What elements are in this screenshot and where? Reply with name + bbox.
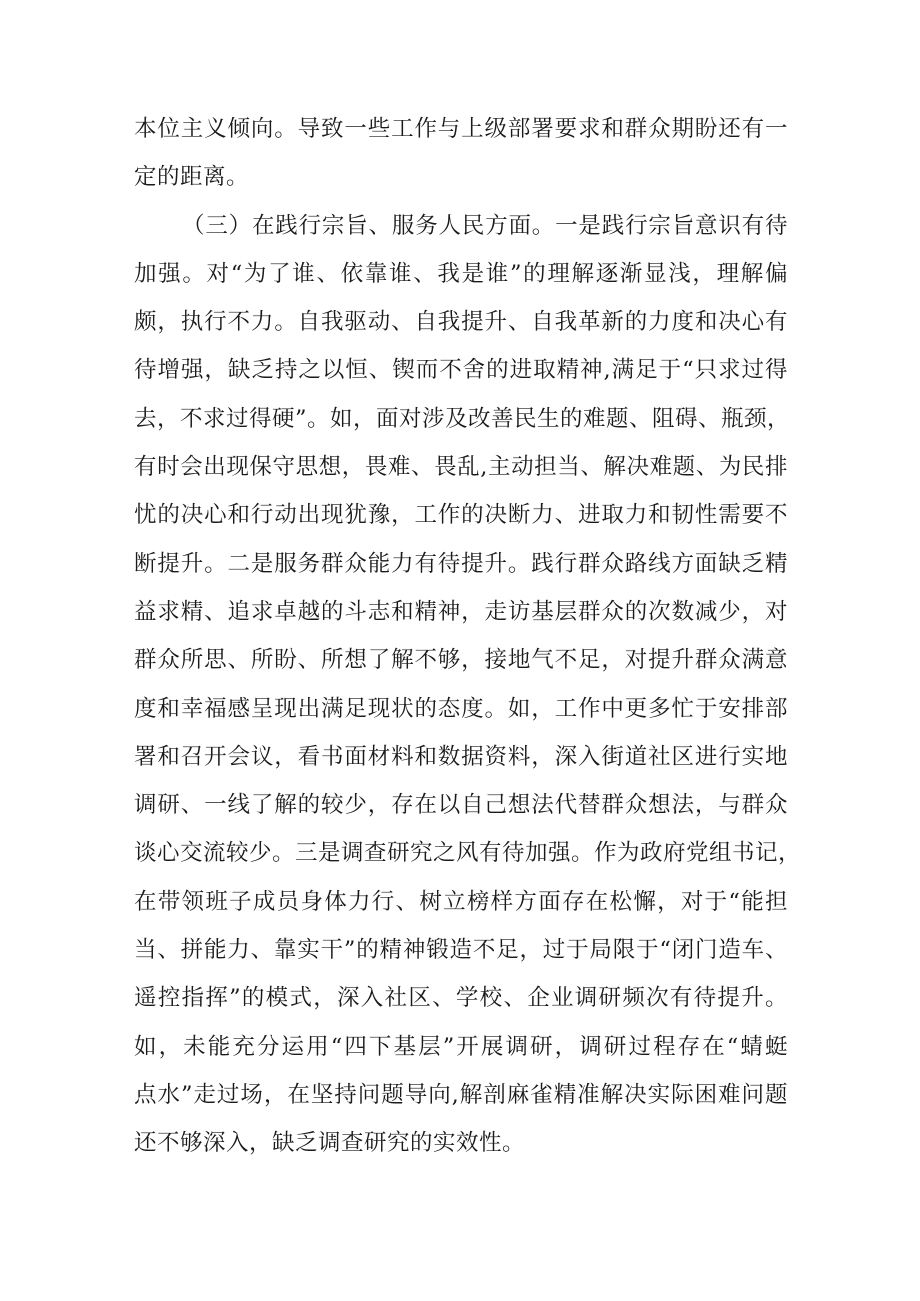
text-line: 调研、一线了解的较少，存在以自己想法代替群众想法，与群众 <box>134 792 788 819</box>
text-line: 点水”走过场，在坚持问题导向,解剖麻雀精准解决实际困难问题 <box>134 1081 788 1108</box>
text-line: 去，不求过得硬”。如，面对涉及改善民生的难题、阻碍、瓶颈， <box>134 405 791 432</box>
text-line: 在带领班子成员身体力行、树立榜样方面存在松懈，对于“能担 <box>134 888 788 915</box>
text-line: 断提升。二是服务群众能力有待提升。践行群众路线方面缺乏精 <box>134 550 788 577</box>
text-line: 度和幸福感呈现出满足现状的态度。如，工作中更多忙于安排部 <box>134 695 788 722</box>
text-line: 定的距离。 <box>134 164 250 191</box>
text-line: 遥控指挥”的模式，深入社区、学校、企业调研频次有待提升。 <box>134 985 788 1012</box>
text-line: 署和召开会议，看书面材料和数据资料，深入街道社区进行实地 <box>134 743 788 770</box>
text-line: 当、拼能力、靠实干”的精神锻造不足，过于局限于“闭门造车、 <box>134 937 788 964</box>
text-line: 谈心交流较少。三是调查研究之风有待加强。作为政府党组书记， <box>134 840 802 867</box>
text-line: 忧的决心和行动出现犹豫，工作的决断力、进取力和韧性需要不 <box>134 502 788 529</box>
text-line: 还不够深入，缺乏调查研究的实效性。 <box>134 1130 526 1157</box>
text-line: 如，未能充分运用“四下基层”开展调研，调研过程存在“蜻蜓 <box>134 1033 788 1060</box>
text-line: 颇，执行不力。自我驱动、自我提升、自我革新的力度和决心有 <box>134 309 788 336</box>
text-line: 益求精、追求卓越的斗志和精神，走访基层群众的次数减少，对 <box>134 598 788 625</box>
text-line: 待增强，缺乏持之以恒、锲而不舍的进取精神,满足于“只求过得 <box>134 357 788 384</box>
document-body <box>134 112 802 1175</box>
text-line: 群众所思、所盼、所想了解不够，接地气不足，对提升群众满意 <box>134 647 788 674</box>
text-line: 加强。对“为了谁、依靠谁、我是谁”的理解逐渐显浅，理解偏 <box>134 260 788 287</box>
text-line: 本位主义倾向。导致一些工作与上级部署要求和群众期盼还有一 <box>134 116 788 142</box>
section-heading-line: （三）在践行宗旨、服务人民方面。一是践行宗旨意识有待 <box>182 212 788 239</box>
text-line: 有时会出现保守思想，畏难、畏乱,主动担当、解决难题、为民排 <box>134 454 788 481</box>
